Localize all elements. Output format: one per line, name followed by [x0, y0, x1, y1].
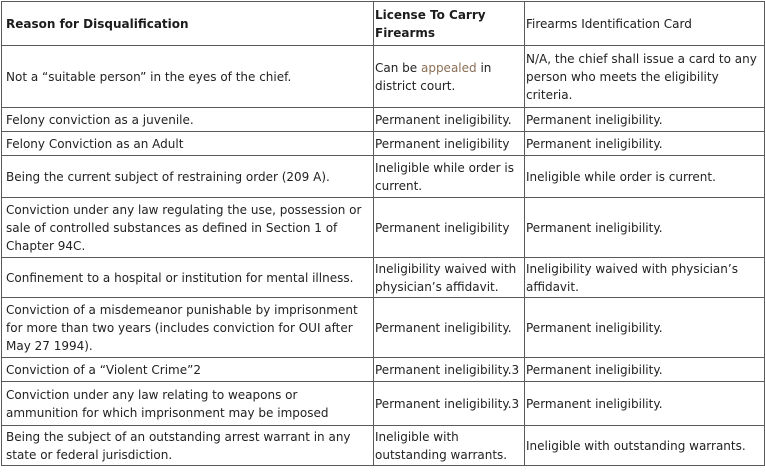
reason-cell: Not a “suitable person” in the eyes of the chief.	[2, 46, 374, 108]
ltc-cell: Permanent ineligibility.	[374, 108, 525, 132]
fid-cell: N/A, the chief shall issue a card to any person who meets the eligibility criteria.	[525, 46, 765, 108]
reason-cell: Conviction under any law regulating the use, possession or sale of controlled substances as defined in Section 1 of Chapter 94C.	[2, 198, 374, 258]
header-license-to-carry: License To Carry Firearms	[374, 2, 525, 46]
fid-cell: Permanent ineligibility.	[525, 358, 765, 382]
fid-cell: Ineligible with outstanding warrants.	[525, 426, 765, 466]
ltc-cell: Ineligibility waived with physician’s affidavit.	[374, 258, 525, 298]
table-row	[2, 108, 765, 132]
header-row	[2, 2, 765, 46]
ltc-cell: Ineligible with outstanding warrants.	[374, 426, 525, 466]
table-row	[2, 358, 765, 382]
reason-cell: Being the current subject of restraining order (209 A).	[2, 156, 374, 198]
table-row	[2, 258, 765, 298]
disqualification-table	[1, 1, 765, 466]
header-firearms-id-card: Firearms Identification Card	[525, 2, 765, 46]
fid-cell: Permanent ineligibility.	[525, 108, 765, 132]
reason-cell: Confinement to a hospital or institution for mental illness.	[2, 258, 374, 298]
ltc-cell: Permanent ineligibility.3	[374, 382, 525, 426]
fid-cell: Permanent ineligibility.	[525, 298, 765, 358]
reason-cell: Being the subject of an outstanding arrest warrant in any state or federal jurisdiction.	[2, 426, 374, 466]
fid-cell: Permanent ineligibility.	[525, 132, 765, 156]
reason-cell: Conviction of a “Violent Crime”2	[2, 358, 374, 382]
table-row	[2, 382, 765, 426]
ltc-cell: Permanent ineligibility	[374, 132, 525, 156]
reason-cell: Felony Conviction as an Adult	[2, 132, 374, 156]
reason-cell: Conviction under any law relating to weapons or ammunition for which imprisonment may be imposed	[2, 382, 374, 426]
table-row	[2, 198, 765, 258]
ltc-cell: Permanent ineligibility.3	[374, 358, 525, 382]
ltc-cell: Permanent ineligibility.	[374, 298, 525, 358]
reason-cell: Conviction of a misdemeanor punishable by imprisonment for more than two years (includes conviction for OUI after May 27 1994).	[2, 298, 374, 358]
ltc-cell: Ineligible while order is current.	[374, 156, 525, 198]
fid-cell: Ineligibility waived with physician’s affidavit.	[525, 258, 765, 298]
ltc-cell: Permanent ineligibility	[374, 198, 525, 258]
table-row	[2, 46, 765, 108]
appealed-link[interactable]: appealed	[420, 60, 477, 75]
table-row	[2, 132, 765, 156]
fid-cell: Permanent ineligibility.	[525, 198, 765, 258]
ltc-text-suffix: in district court.	[375, 60, 492, 93]
ltc-text-prefix: Can be	[375, 60, 421, 75]
fid-cell: Ineligible while order is current.	[525, 156, 765, 198]
header-reason: Reason for Disqualification	[2, 2, 374, 46]
table-row	[2, 298, 765, 358]
table-row	[2, 426, 765, 466]
ltc-cell	[374, 46, 525, 108]
reason-cell: Felony conviction as a juvenile.	[2, 108, 374, 132]
fid-cell: Permanent ineligibility.	[525, 382, 765, 426]
table-row	[2, 156, 765, 198]
